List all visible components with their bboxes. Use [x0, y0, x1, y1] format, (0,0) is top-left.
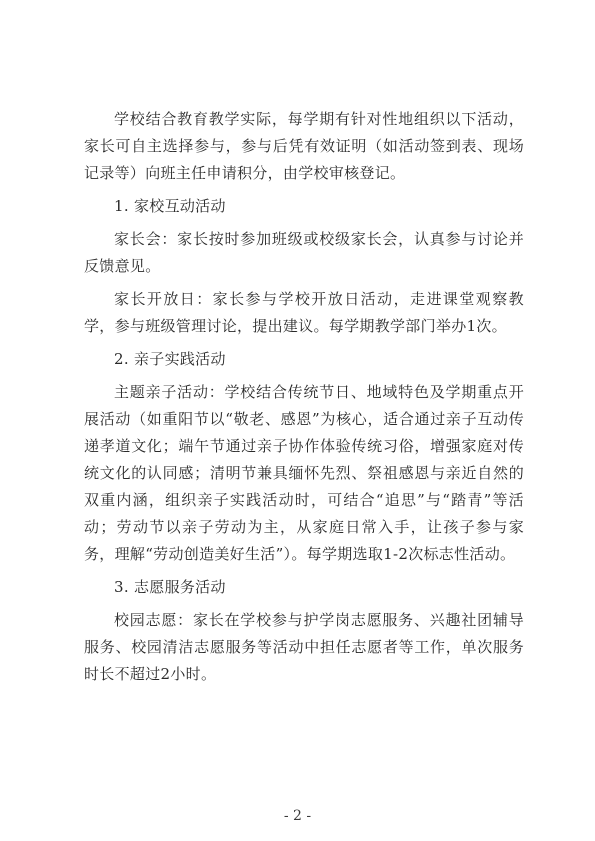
theme-activity-paragraph: 主题亲子活动：学校结合传统节日、地域特色及学期重点开展活动（如重阳节以“敬老、感恩”为核心，适合通过亲子互动传递孝道文化；端午节通过亲子协作体验传统习俗，增强家庭对传统文化的认同感；清明节兼具缅怀先烈、祭祖感恩与亲近自然的双重内涵，组织亲子实践活动时，可结合“追思”与“踏青”等活动；劳动节以亲子劳动为主，从家庭日常入手，让孩子参与家务，理解“劳动创造美好生活”）。每学期选取1-2次标志性活动。 [84, 383, 524, 563]
section-heading-home-school: 1. 家校互动活动 [114, 197, 226, 215]
section-heading-parent-child: 2. 亲子实践活动 [114, 350, 226, 368]
intro-paragraph: 学校结合教育教学实际，每学期有针对性地组织以下活动，家长可自主选择参与，参与后凭有效证明（如活动签到表、现场记录等）向班主任申请积分，由学校审核登记。 [84, 110, 524, 182]
document-body [84, 106, 524, 694]
open-day-paragraph: 家长开放日：家长参与学校开放日活动，走进课堂观察教学，参与班级管理讨论，提出建议。每学期教学部门举办1次。 [84, 290, 524, 335]
parent-meeting-paragraph: 家长会：家长按时参加班级或校级家长会，认真参与讨论并反馈意见。 [84, 230, 524, 275]
campus-volunteer-paragraph: 校园志愿：家长在学校参与护学岗志愿服务、兴趣社团辅导服务、校园清洁志愿服务等活动中担任志愿者等工作，单次服务时长不超过2小时。 [84, 611, 524, 683]
section-heading-volunteer: 3. 志愿服务活动 [114, 578, 226, 596]
page-number: - 2 - [283, 808, 312, 824]
